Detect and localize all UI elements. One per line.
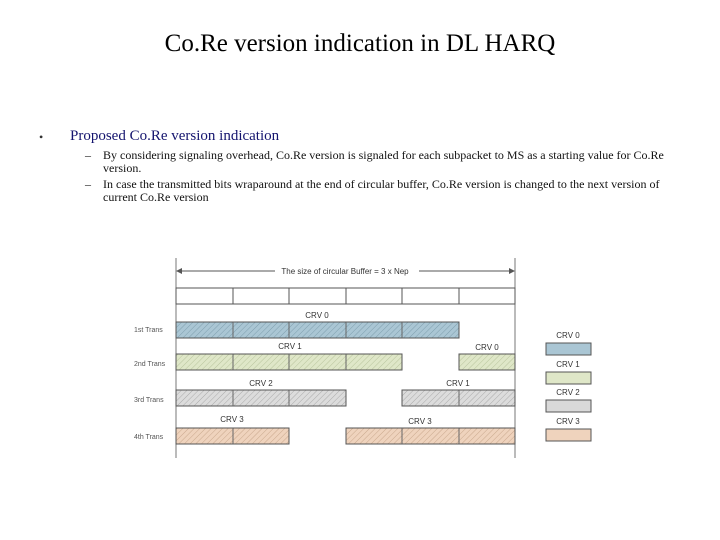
bullet-dot: • (39, 130, 44, 144)
segment-label: CRV 3 (220, 415, 244, 424)
sub-bullet-text: By considering signaling overhead, Co.Re version is signaled for each subpacket to MS as a starting value for Co.Re version. (103, 148, 664, 175)
crv0-block (176, 322, 459, 338)
segment-label: CRV 2 (249, 379, 273, 388)
row-label-1st-trans: 1st Trans (134, 327, 163, 334)
buffer-blocks (176, 288, 515, 304)
sub-bullet-text: In case the transmitted bits wraparound at the end of circular buffer, Co.Re version is changed to the next version of current Co.Re version (103, 177, 660, 204)
row-label-3rd-trans: 3rd Trans (134, 397, 164, 404)
legend-swatch-crv0 (546, 343, 591, 355)
crv1-block (459, 354, 515, 370)
legend-swatch-crv3 (546, 429, 591, 441)
legend-label-crv1: CRV 1 (556, 360, 580, 369)
legend-label-crv0: CRV 0 (556, 331, 580, 340)
segment-label: CRV 0 (475, 343, 499, 352)
segment-label: CRV 3 (408, 417, 432, 426)
buffer-size-label: The size of circular Buffer = 3 x Nep (281, 267, 409, 276)
bullet-text: Proposed Co.Re version indication (70, 128, 280, 144)
row-label-2nd-trans: 2nd Trans (134, 361, 166, 368)
legend-swatch-crv1 (546, 372, 591, 384)
slide-title: Co.Re version indication in DL HARQ (164, 30, 556, 57)
sub-bullet-dash: – (85, 177, 91, 191)
segment-label: CRV 0 (305, 311, 329, 320)
segment-label: CRV 1 (446, 379, 470, 388)
legend-label-crv2: CRV 2 (556, 388, 580, 397)
legend (546, 331, 591, 441)
crv3-block (346, 428, 515, 444)
legend-swatch-crv2 (546, 400, 591, 412)
sub-bullet-dash: – (85, 148, 91, 162)
segment-label: CRV 1 (278, 342, 302, 351)
crv2-block (176, 390, 346, 406)
legend-label-crv3: CRV 3 (556, 417, 580, 426)
row-label-4th-trans: 4th Trans (134, 434, 164, 441)
